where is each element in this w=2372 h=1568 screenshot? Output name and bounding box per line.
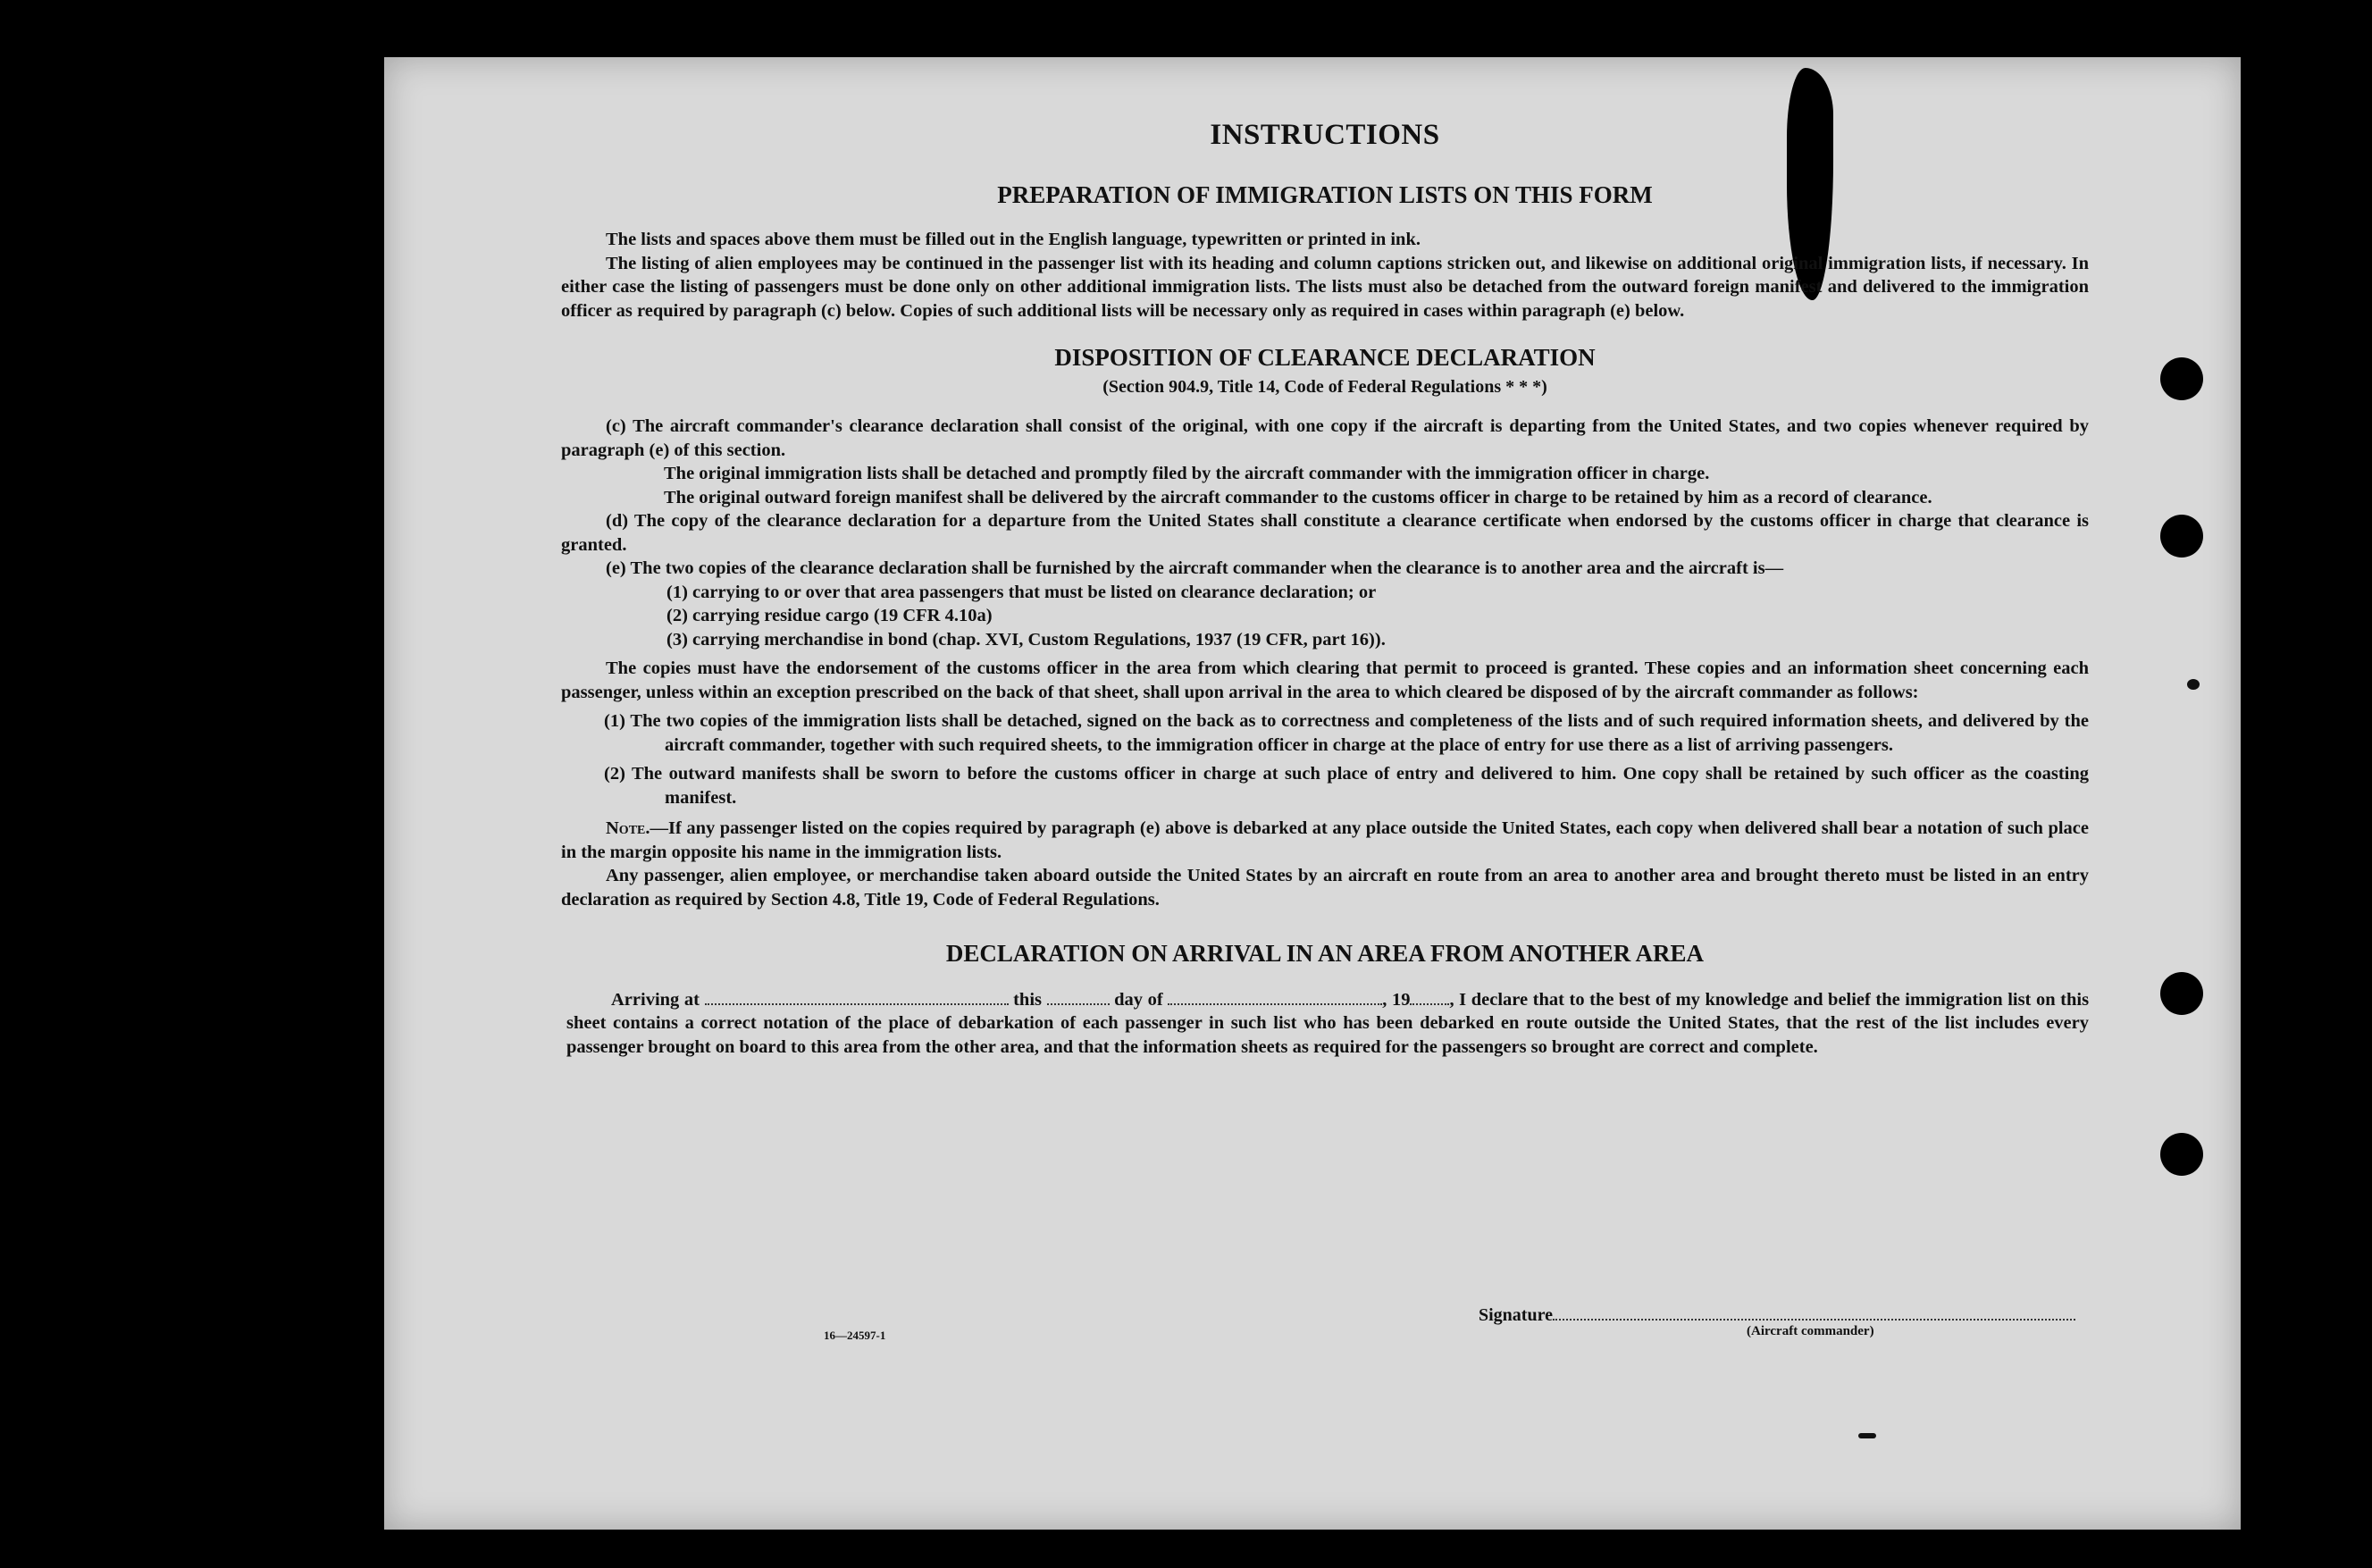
paragraph-d: (d) The copy of the clearance declaration for a departure from the United States shall constitute a clearance certificate when endorsed by the customs officer in charge that clearance is granted. [561,511,2089,555]
signature-label: Signature [1479,1305,1553,1325]
punch-hole [2160,1133,2203,1176]
paragraph: The lists and spaces above them must be filled out in the English language, typewritten or printed in ink. [606,230,1421,249]
year-prefix: , 19 [1382,989,1411,1010]
list-item: (3) carrying merchandise in bond (chap. XVI, Custom Regulations, 1937 (19 CFR, part 16)). [666,629,1386,650]
note-text: —If any passenger listed on the copies required by paragraph (e) above is debarked at any place outside the United States, each copy when delivered shall bear a notation of such place in the margin opposite his name in the immigration lists. [561,818,2089,862]
paragraph: The listing of alien employees may be continued in the passenger list with its heading and column captions stricken out, and likewise on additional original immigration lists, if necessary. In either case the listing of passengers must be done only on other additional immigration lists. The lists must also be detached from the outward foreign manifest and delivered to the immigration officer as required by paragraph (c) below. Copies of such additional lists will be necessary only as required in cases within paragraph (e) below. [561,253,2089,321]
arriving-at-label: Arriving at [611,989,700,1010]
section-heading-disposition: DISPOSITION OF CLEARANCE DECLARATION [1054,344,1596,371]
note-label: Note. [606,818,650,838]
day-of-label: day of [1114,989,1163,1010]
paragraph: The copies must have the endorsement of the customs officer in the area from which clearing that permit to proceed is granted. These copies and an information sheet concerning each passenger, unless within an exception prescribed on the back of that sheet, shall upon arrival in the area to which cleared be disposed of by the aircraft commander as follows: [561,658,2089,702]
declaration-paragraph [561,987,2089,1060]
section-heading-preparation: PREPARATION OF IMMIGRATION LISTS ON THIS FORM [997,180,1653,208]
signature-caption: (Aircraft commander) [1747,1324,1874,1338]
paragraph: Any passenger, alien employee, or merchandise taken aboard outside the United States by an aircraft en route from an area to another area and brought thereto must be listed in an entry declaration as required by Section 4.8, Title 19, Code of Federal Regulations. [561,866,2089,910]
year-field[interactable] [1410,987,1449,1005]
punch-hole [2160,515,2203,558]
list-item: (2) carrying residue cargo (19 CFR 4.10a) [666,606,993,625]
declaration-text: , I declare that to the best of my knowledge and belief the immigration list on this sheet contains a correct notation of the place of debarkation of each passenger in such list who has been debarked en route outside the United States, that the rest of the list includes every passenger brought on board to this area from the other area, and that the information sheets as required for the passengers so brought are correct and complete. [566,989,2090,1057]
paragraph: The original immigration lists shall be detached and promptly filed by the aircraft commander with the immigration officer in charge. [664,464,1710,483]
section-heading-declaration: DECLARATION ON ARRIVAL IN AN AREA FROM ANOTHER AREA [945,940,1705,967]
note-paragraph [561,817,2089,864]
punch-hole [2160,972,2203,1015]
list-item: (1) The two copies of the immigration lists shall be detached, signed on the back as to correctness and completeness of the lists and of such required information sheets, and delivered by the aircraft commander, together with such required sheets, to the immigration officer in charge at the place of entry for use there as a list of arriving passengers. [604,711,2089,755]
paragraph-c: (c) The aircraft commander's clearance declaration shall consist of the original, with one copy if the aircraft is departing from the United States, and two copies whenever required by paragraph (e) of this section. [561,416,2089,460]
day-field[interactable] [1047,987,1110,1005]
scan-mark [1858,1433,1876,1438]
form-code: 16—24597-1 [824,1329,886,1342]
this-label: this [1013,989,1042,1010]
signature-field[interactable] [1553,1303,2075,1321]
paragraph-e: (e) The two copies of the clearance declaration shall be furnished by the aircraft commander when the clearance is to another area and the aircraft is— [606,558,1784,578]
page-title: INSTRUCTIONS [1210,119,1440,151]
section-subheading: (Section 904.9, Title 14, Code of Federal Regulations * * *) [1102,376,1547,397]
arriving-at-field[interactable] [705,987,1009,1005]
scan-mark [2187,679,2200,690]
paragraph: The original outward foreign manifest shall be delivered by the aircraft commander to the customs officer in charge to be retained by him as a record of clearance. [664,487,1932,507]
instructions-body [561,119,2090,1059]
list-item: (2) The outward manifests shall be sworn to before the customs officer in charge at such place of entry and delivered to him. One copy shall be retained by such officer as the coasting manifest. [604,764,2089,808]
month-field[interactable] [1168,987,1382,1005]
list-item: (1) carrying to or over that area passengers that must be listed on clearance declaration; or [666,582,1377,602]
punch-hole [2160,357,2203,400]
signature-row [1479,1303,2075,1326]
